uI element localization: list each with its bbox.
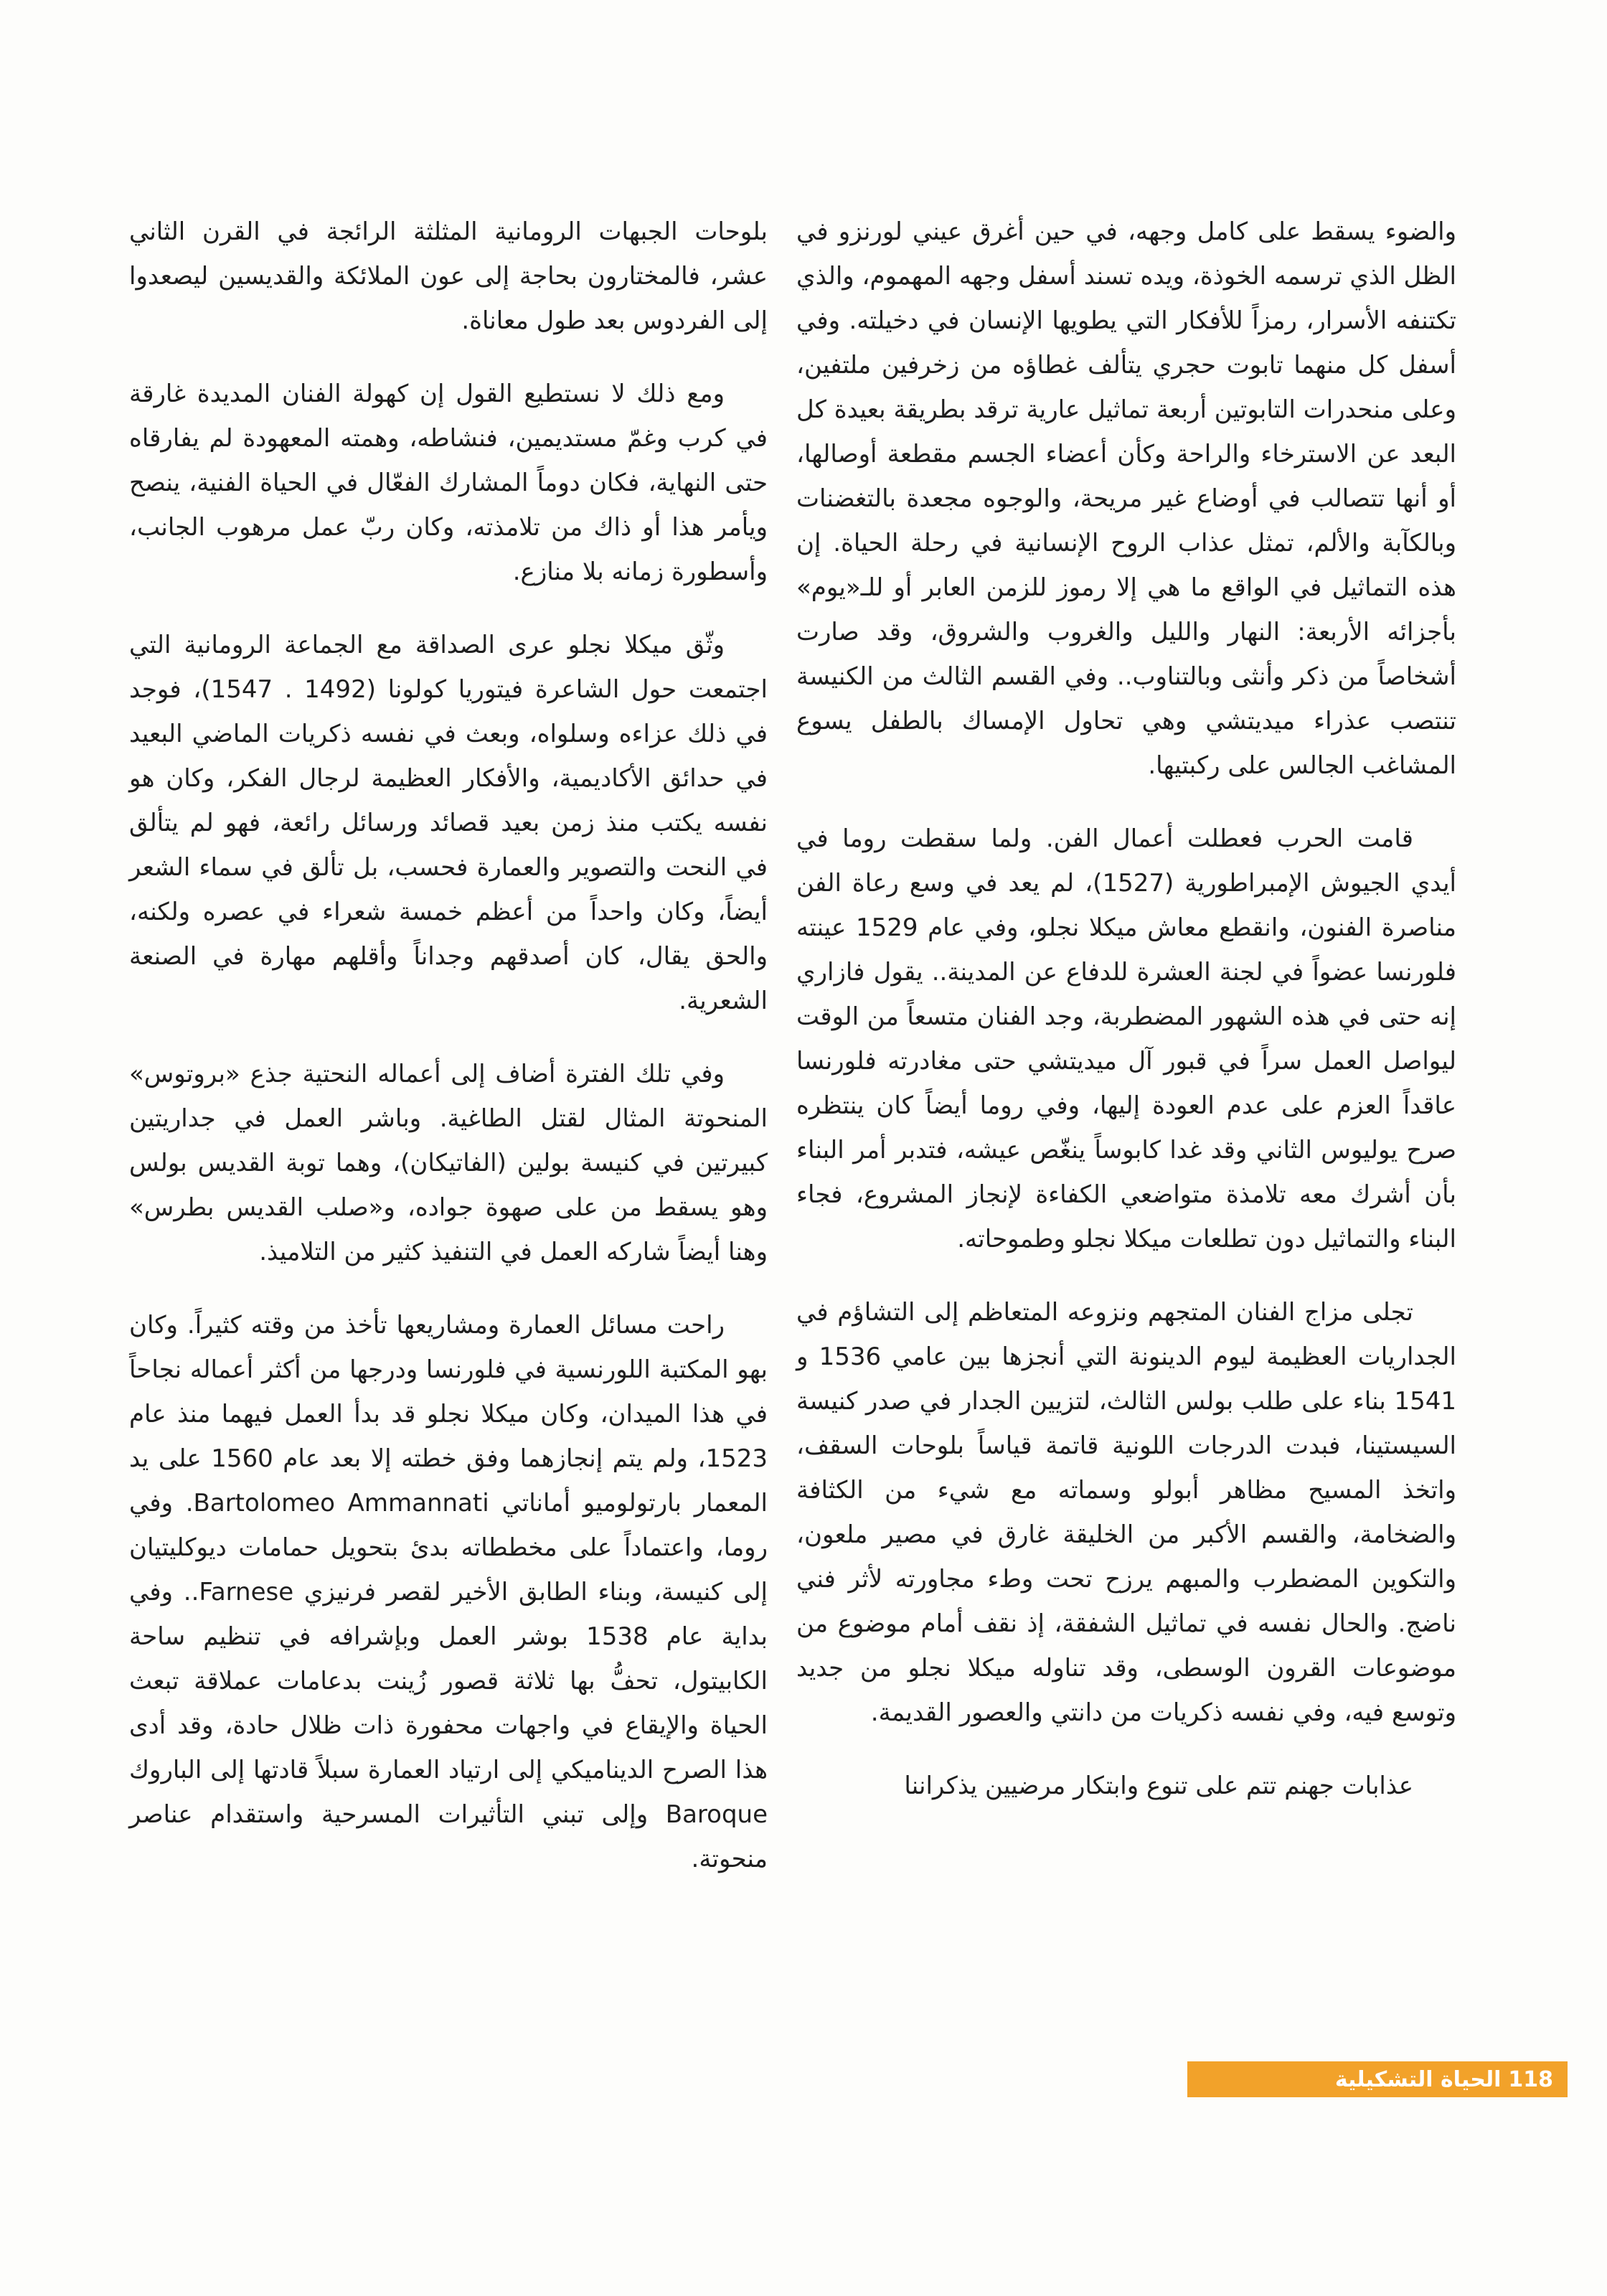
page-number: 118 bbox=[1508, 2066, 1553, 2092]
paragraph: راحت مسائل العمارة ومشاريعها تأخذ من وقته كثيراً. وكان بهو المكتبة اللورنسية في فلورنسا ودرجها من أكثر أعماله نجاحاً في هذا الميدان، وكان ميكلا نجلو قد بدأ العمل فيهما منذ عام 1523، ولم يتم إنجازهما وفق خطته إلا بعد عام 1560 على يد المعمار بارتولوميو أماناتي Bartolomeo Ammannati. وفي روما، واعتماداً على مخططاته بدئ بتحويل حمامات ديوكليتيان إلى كنيسة، وبناء الطابق الأخير لقصر فرنيزي Farnese.. وفي بداية عام 1538 بوشر العمل وبإشرافه في تنظيم ساحة الكابيتول، تحفُّ بها ثلاثة قصور زُينت بدعامات عملاقة تبعث الحياة والإيقاع في واجهات محفورة ذات ظلال حادة، وقد أدى هذا الصرح الديناميكي إلى ارتياد العمارة سبلاً قادتها إلى الباروك Baroque وإلى تبني التأثيرات المسرحية واستقدام عناصر منحوتة. bbox=[129, 1311, 768, 1873]
paragraph: عذابات جهنم تتم على تنوع وابتكار مرضيين يذكراننا bbox=[904, 1772, 1413, 1800]
page-footer-bar bbox=[1187, 2061, 1568, 2097]
paragraph: قامت الحرب فعطلت أعمال الفن. ولما سقطت روما في أيدي الجيوش الإمبراطورية (1527)، لم يعد في وسع رعاة الفن مناصرة الفنون، وانقطع معاش ميكلا نجلو، وفي عام 1529 عينته فلورنسا عضواً في لجنة العشرة للدفاع عن المدينة.. يقول فازاري إنه حتى في هذه الشهور المضطربة، وجد الفنان متسعاً من الوقت ليواصل العمل سراً في قبور آل ميديتشي حتى مغادرته فلورنسا عاقداً العزم على عدم العودة إليها، وفي روما أيضاً كان ينتظره صرح يوليوس الثاني وقد غدا كابوساً ينغّص عيشه، فتدبر أمر البناء بأن أشرك معه تلامذة متواضعي الكفاءة لإنجاز المشروع، فجاء البناء والتماثيل دون تطلعات ميكلا نجلو وطموحاته. bbox=[796, 824, 1456, 1253]
magazine-title: الحياة التشكيلية bbox=[1334, 2066, 1502, 2092]
paragraph: بلوحات الجبهات الرومانية المثلثة الرائجة في القرن الثاني عشر، فالمختارون بحاجة إلى عون الملائكة والقديسين ليصعدوا إلى الفردوس بعد طول معاناة. bbox=[129, 217, 768, 335]
right-text-column bbox=[796, 210, 1456, 1837]
paragraph: ومع ذلك لا نستطيع القول إن كهولة الفنان المديدة غارقة في كرب وغمّ مستديمين، فنشاطه، وهمته المعهودة لم يفارقاه حتى النهاية، فكان دوماً المشارك الفعّال في الحياة الفنية، ينصح ويأمر هذا أو ذاك من تلامذته، وكان ربّ عمل مرهوب الجانب، وأسطورة زمانه بلا منازع. bbox=[129, 380, 768, 586]
left-text-column bbox=[129, 210, 768, 1910]
paragraph: والضوء يسقط على كامل وجهه، في حين أغرق عيني لورنزو في الظل الذي ترسمه الخوذة، ويده تسند أسفل وجهه المهموم، والذي تكتنفه الأسرار، رمزاً للأفكار التي يطويها الإنسان في دخيلته. وفي أسفل كل منهما تابوت حجري يتألف غطاؤه من زخرفين ملتفين، وعلى منحدرات التابوتين أربعة تماثيل عارية ترقد بطريقة بعيدة كل البعد عن الاسترخاء والراحة وكأن أعضاء الجسم مقطعة أوصالها، أو أنها تتصالب في أوضاع غير مريحة، والوجوه مجعدة بالتغضنات وبالكآبة والألم، تمثل عذاب الروح الإنسانية في رحلة الحياة. إن هذه التماثيل في الواقع ما هي إلا رموز للزمن العابر أو للـ«يوم» بأجزائه الأربعة: النهار والليل والغروب والشروق، وقد صارت أشخاصاً من ذكر وأنثى وبالتناوب.. وفي القسم الثالث من الكنيسة تنتصب عذراء ميديتشي وهي تحاول الإمساك بالطفل يسوع المشاغب الجالس على ركبتيها. bbox=[796, 217, 1456, 780]
paragraph: وثّق ميكلا نجلو عرى الصداقة مع الجماعة الرومانية التي اجتمعت حول الشاعرة فيتوريا كولونا (1492 . 1547)، فوجد في ذلك عزاءه وسلواه، وبعث في نفسه ذكريات الماضي البعيد في حدائق الأكاديمية، والأفكار العظيمة لرجال الفكر، وكان هو نفسه يكتب منذ زمن بعيد قصائد ورسائل رائعة، فهو لم يتألق في النحت والتصوير والعمارة فحسب، بل تألق في سماء الشعر أيضاً، وكان واحداً من أعظم خمسة شعراء في عصره ولكنه، والحق يقال، كان أصدقهم وجداناً وأقلهم مهارة في الصنعة الشعرية. bbox=[129, 631, 768, 1015]
paragraph: وفي تلك الفترة أضاف إلى أعماله النحتية جذع «بروتوس» المنحوتة المثال لقتل الطاغية. وباشر العمل في جداريتين كبيرتين في كنيسة بولين (الفاتيكان)، وهما توبة القديس بولس وهو يسقط من على صهوة جواده، و«صلب القديس بطرس» وهنا أيضاً شاركه العمل في التنفيذ كثير من التلاميذ. bbox=[129, 1060, 768, 1266]
paragraph: تجلى مزاج الفنان المتجهم ونزوعه المتعاظم إلى التشاؤم في الجداريات العظيمة ليوم الدينونة التي أنجزها بين عامي 1536 و 1541 بناء على طلب بولس الثالث، لتزيين الجدار في صدر كنيسة السيستينا، فبدت الدرجات اللونية قاتمة قياساً بلوحات السقف، واتخذ المسيح مظاهر أبولو وسماته مع شيء من الكثافة والضخامة، والقسم الأكبر من الخليقة غارق في مصير ملعون، والتكوين المضطرب والمبهم يرزح تحت وطء مجاورته لأثر فني ناضج. والحال نفسه في تماثيل الشفقة، إذ نقف أمام موضوع من موضوعات القرون الوسطى، وقد تناوله ميكلا نجلو من جديد وتوسع فيه، وفي نفسه ذكريات من دانتي والعصور القديمة. bbox=[796, 1298, 1456, 1727]
